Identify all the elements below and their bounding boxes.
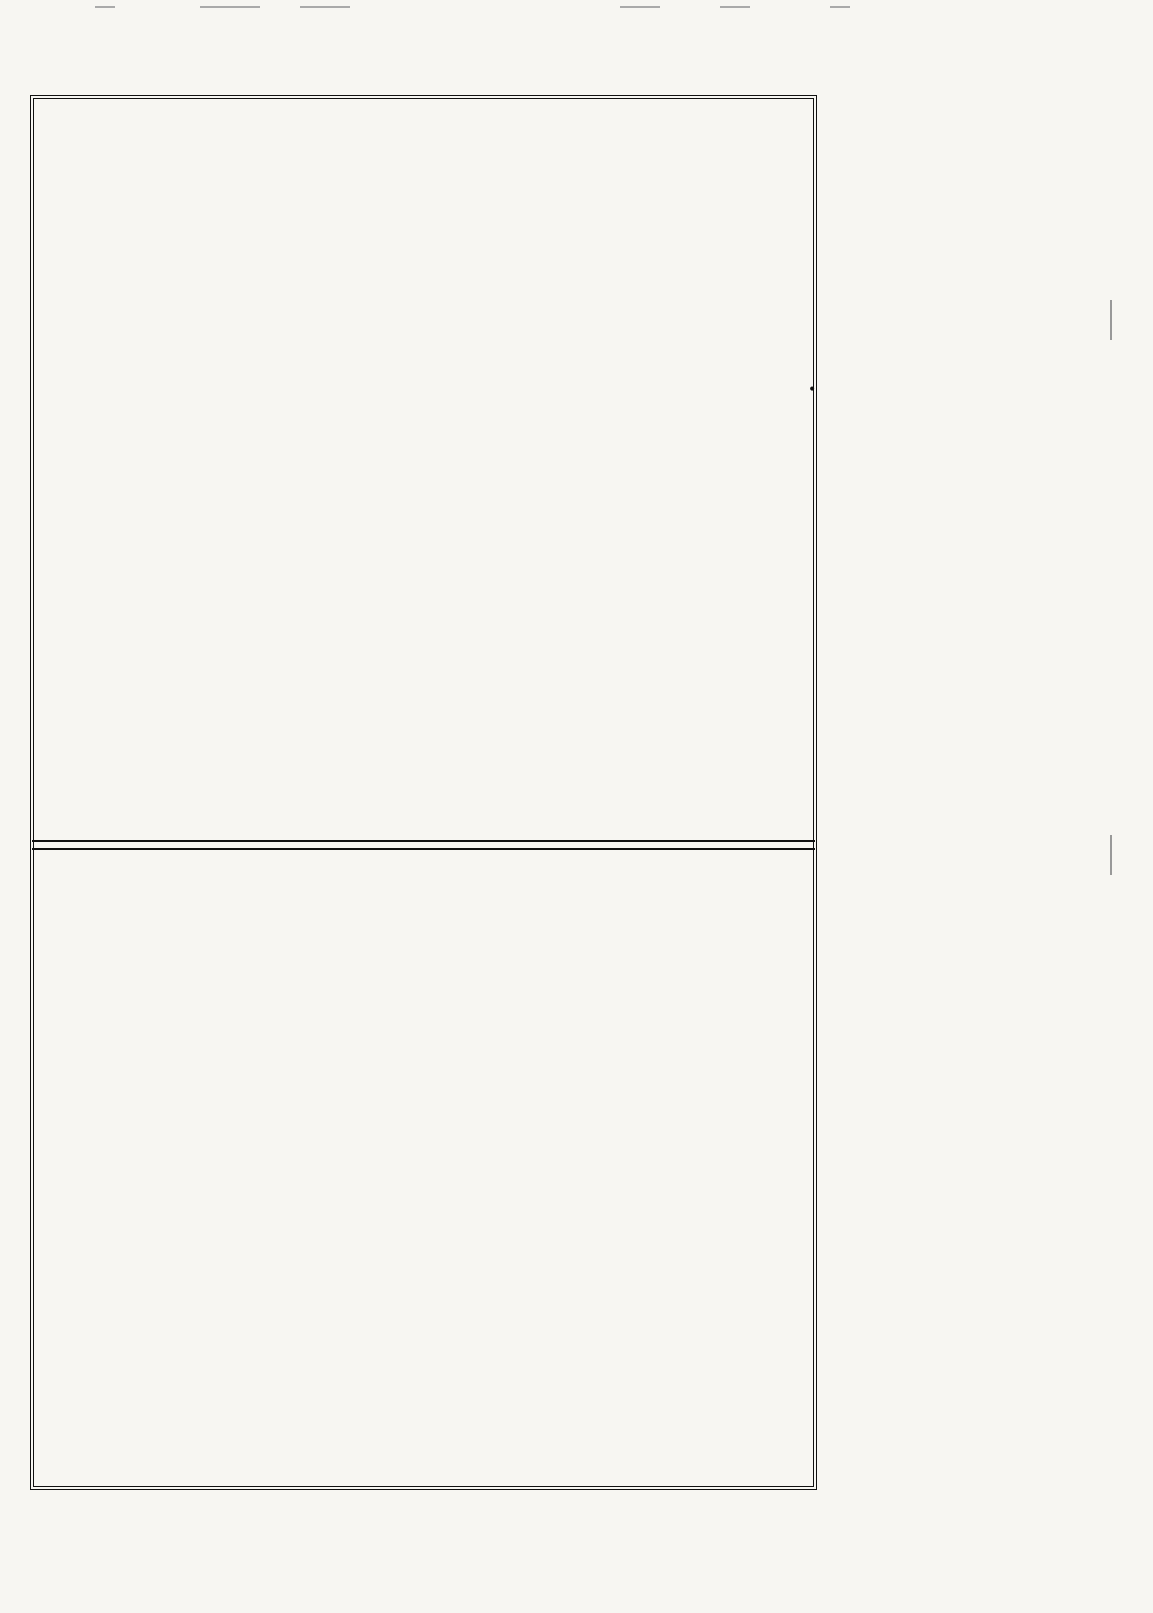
margin-dot: • bbox=[808, 382, 817, 398]
margin-mark bbox=[1110, 300, 1112, 340]
margin-mark bbox=[1110, 835, 1112, 875]
section-divider bbox=[32, 840, 815, 850]
main-text-top bbox=[40, 108, 810, 838]
main-text-bottom bbox=[40, 857, 810, 1482]
